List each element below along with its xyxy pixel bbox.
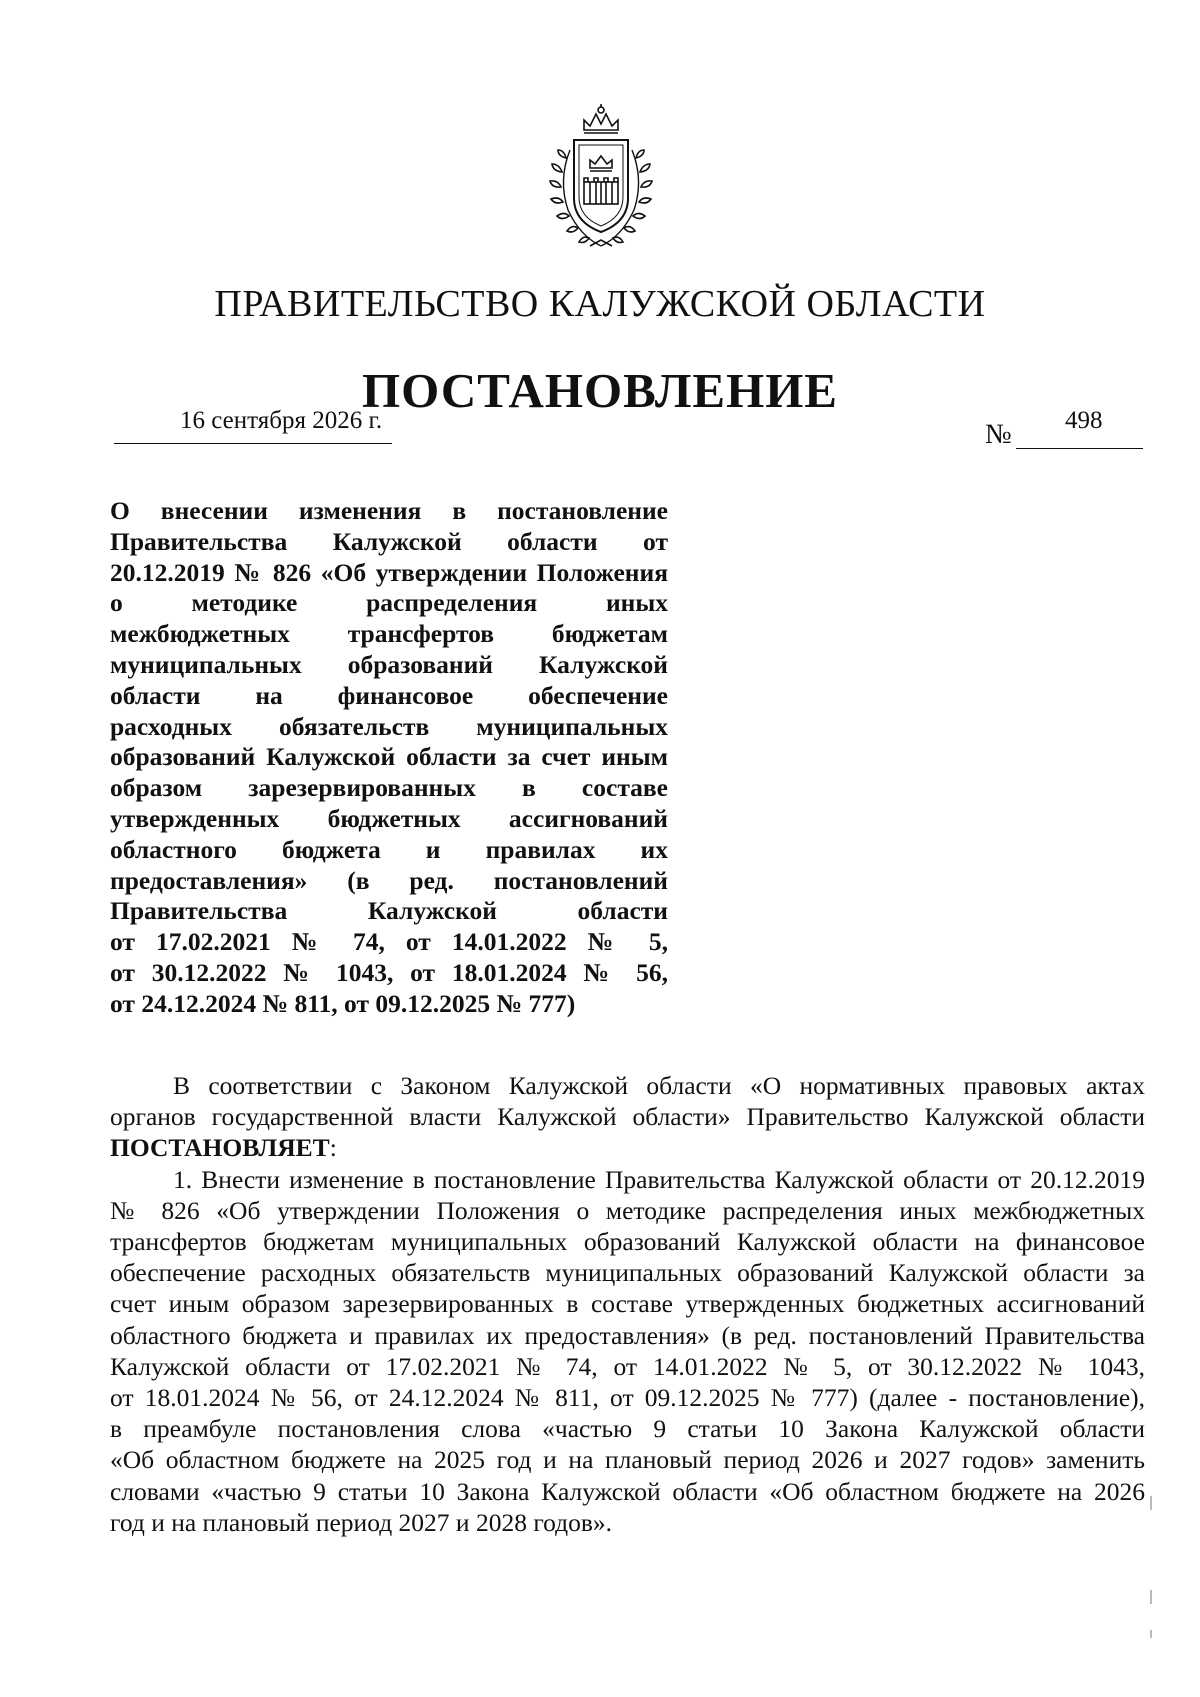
item-line: 1. Внести изменение в постановление Правительства Калужской области от 20.12.2019 (173, 1164, 1145, 1194)
subject-line: образований Калужской области за счет иным (110, 742, 668, 772)
date-field (114, 407, 392, 444)
coat-of-arms-emblem (540, 100, 662, 252)
preamble-line: органов государственной власти Калужской области» Правительство Калужской области (110, 1102, 1145, 1132)
item-line: «Об областном бюджете на 2025 год и на плановый период 2026 и 2027 годов» заменить (110, 1445, 1145, 1475)
decision-word: ПОСТАНОВЛЯЕТ (110, 1133, 330, 1163)
item-line: областного бюджета и правилах их предоставления» (в ред. постановлений Правительства (110, 1320, 1145, 1350)
item-line: от 18.01.2024 № 56, от 24.12.2024 № 811, от 09.12.2025 № 777) (далее - постановление), (110, 1383, 1145, 1413)
preamble-line: В соответствии с Законом Калужской области «О нормативных правовых актах (173, 1071, 1145, 1100)
subject-line: о методике распределения иных (110, 588, 668, 618)
item-line: № 826 «Об утверждении Положения о методике распределения иных межбюджетных (110, 1195, 1145, 1225)
scan-speck (1150, 1630, 1152, 1638)
subject-line: от 30.12.2022 № 1043, от 18.01.2024 № 56, (110, 957, 668, 987)
document-date: 16 сентября 2026 г. (180, 407, 383, 434)
subject-line: муниципальных образований Калужской (110, 649, 668, 679)
document-subject (110, 496, 668, 1020)
document-type-title: ПОСТАНОВЛЕНИЕ (362, 363, 838, 418)
document-number: 498 (1065, 407, 1103, 434)
number-field (985, 407, 1143, 449)
item-line: словами «частью 9 статьи 10 Закона Калужской области «Об областном бюджете на 2026 (110, 1476, 1145, 1506)
item-line: трансфертов бюджетам муниципальных образований Калужской области на финансовое (110, 1227, 1145, 1257)
subject-line: 20.12.2019 № 826 «Об утверждении Положения (110, 557, 668, 587)
subject-line: от 24.12.2024 № 811, от 09.12.2025 № 777) (110, 988, 576, 1018)
item-line: счет иным образом зарезервированных в составе утвержденных бюджетных ассигнований (110, 1289, 1145, 1319)
subject-line: области на финансовое обеспечение (110, 680, 668, 710)
subject-line: расходных обязательств муниципальных (110, 711, 668, 741)
issuing-authority: ПРАВИТЕЛЬСТВО КАЛУЖСКОЙ ОБЛАСТИ (214, 283, 986, 325)
preamble-paragraph (110, 1070, 1145, 1164)
scan-speck (1150, 1496, 1152, 1510)
decision-line (110, 1132, 1145, 1163)
scan-speck (1150, 1590, 1152, 1604)
item-line: год и на плановый период 2027 и 2028 годов». (110, 1507, 613, 1537)
item-line: обеспечение расходных обязательств муниципальных образований Калужской области за (110, 1258, 1145, 1288)
subject-line: предоставления» (в ред. постановлений (110, 865, 668, 895)
number-sign: № (985, 419, 1012, 450)
subject-line: О внесении изменения в постановление (110, 496, 668, 525)
subject-line: от 17.02.2021 № 74, от 14.01.2022 № 5, (110, 927, 668, 957)
item-1-paragraph (110, 1164, 1145, 1538)
number-underline (1016, 448, 1143, 450)
document-body (110, 1070, 1145, 1538)
item-line: Калужской области от 17.02.2021 № 74, от 14.01.2022 № 5, от 30.12.2022 № 1043, (110, 1351, 1145, 1381)
decision-suffix: : (329, 1133, 337, 1163)
subject-line: межбюджетных трансфертов бюджетам (110, 619, 668, 649)
subject-line: Правительства Калужской области (110, 896, 668, 926)
subject-line: образом зарезервированных в составе (110, 773, 668, 803)
subject-line: утвержденных бюджетных ассигнований (110, 803, 668, 833)
item-line: в преамбуле постановления слова «частью 9 статьи 10 Закона Калужской области (110, 1414, 1145, 1444)
subject-line: областного бюджета и правилах их (110, 834, 668, 864)
subject-line: Правительства Калужской области от (110, 526, 668, 556)
